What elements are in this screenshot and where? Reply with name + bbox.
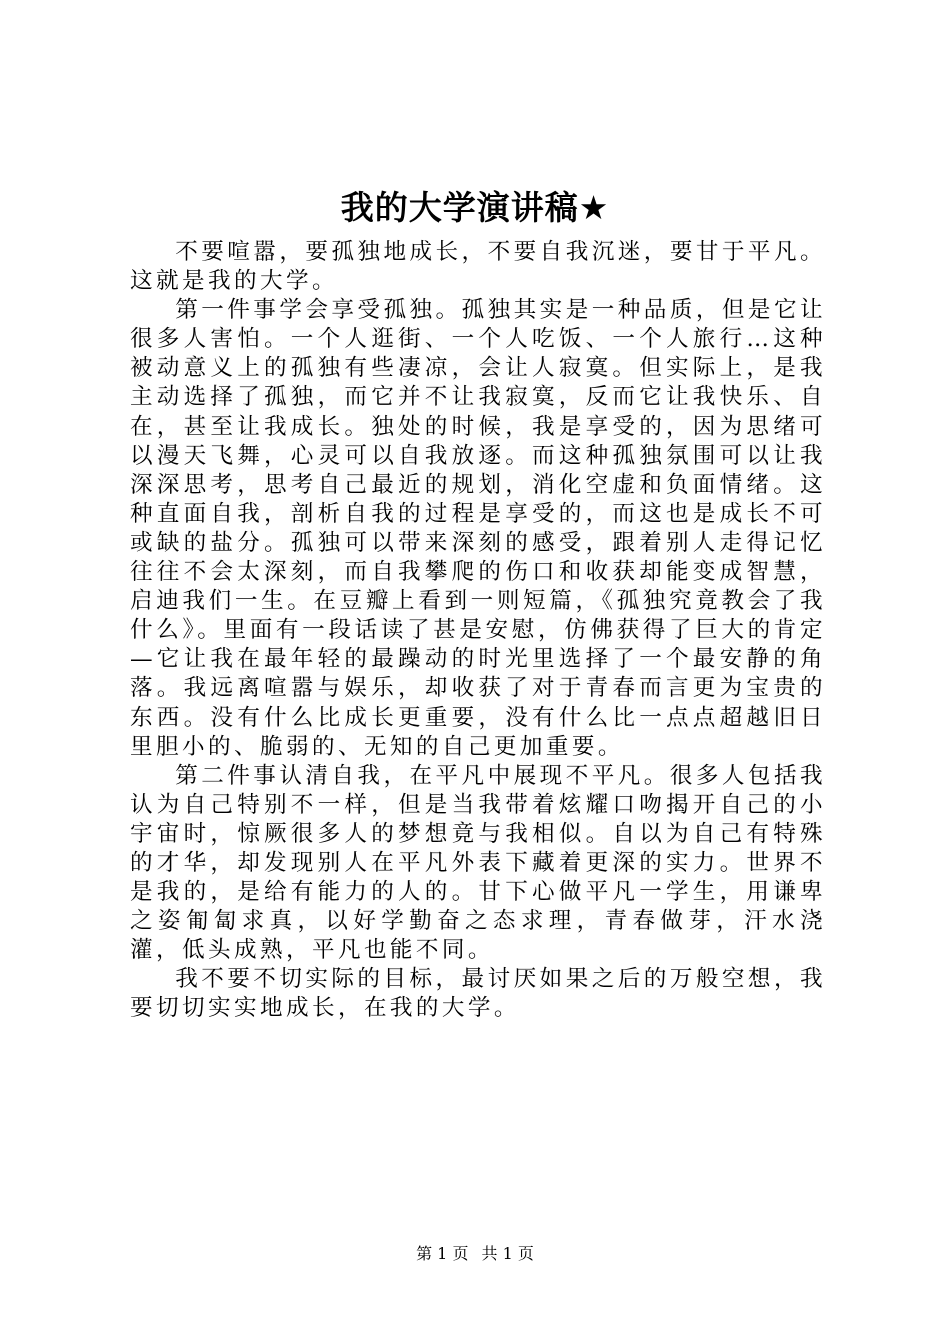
page-total: 共 1 页: [481, 1244, 534, 1263]
document-body: [130, 238, 826, 1024]
paragraph-self-knowledge: 第二件事认清自我，在平凡中展现不平凡。很多人包括我认为自己特别不一样，但是当我带着炫耀口吻揭开自己的小宇宙时，惊厥很多人的梦想竟与我相似。自以为自己有特殊的才华，却发现别人在平凡外表下藏着更深的实力。世界不是我的，是给有能力的人的。甘下心做平凡一学生，用谦卑之姿匍匐求真，以好学勤奋之态求理，青春做芽，汗水浇灌，低头成熟，平凡也能不同。: [130, 762, 826, 964]
page-footer: [0, 1244, 950, 1264]
paragraph-solitude: 第一件事学会享受孤独。孤独其实是一种品质，但是它让很多人害怕。一个人逛街、一个人吃饭、一个人旅行…这种被动意义上的孤独有些凄凉，会让人寂寞。但实际上，是我主动选择了孤独，而它并不让我寂寞，反而它让我快乐、自在，甚至让我成长。独处的时候，我是享受的，因为思绪可以漫天飞舞，心灵可以自我放逐。而这种孤独氛围可以让我深深思考，思考自己最近的规划，消化空虚和负面情绪。这种直面自我，剖析自我的过程是享受的，而这也是成长不可或缺的盐分。孤独可以带来深刻的感受，跟着别人走得记忆往往不会太深刻，而自我攀爬的伤口和收获却能变成智慧，启迪我们一生。在豆瓣上看到一则短篇，《孤独究竟教会了我什么》。里面有一段话读了甚是安慰，仿佛获得了巨大的肯定—它让我在最年轻的最躁动的时光里选择了一个最安静的角落。我远离喧嚣与娱乐，却收获了对于青春而言更为宝贵的东西。没有什么比成长更重要，没有什么比一点点超越旧日里胆小的、脆弱的、无知的自己更加重要。: [130, 297, 826, 760]
document-title: 我的大学演讲稿★: [340, 188, 610, 227]
paragraph-conclusion: 我不要不切实际的目标，最讨厌如果之后的万般空想，我要切切实实地成长，在我的大学。: [130, 966, 826, 1022]
paragraph-intro: 不要喧嚣，要孤独地成长，不要自我沉迷，要甘于平凡。这就是我的大学。: [130, 239, 826, 295]
page-number: 第 1 页: [416, 1244, 469, 1263]
